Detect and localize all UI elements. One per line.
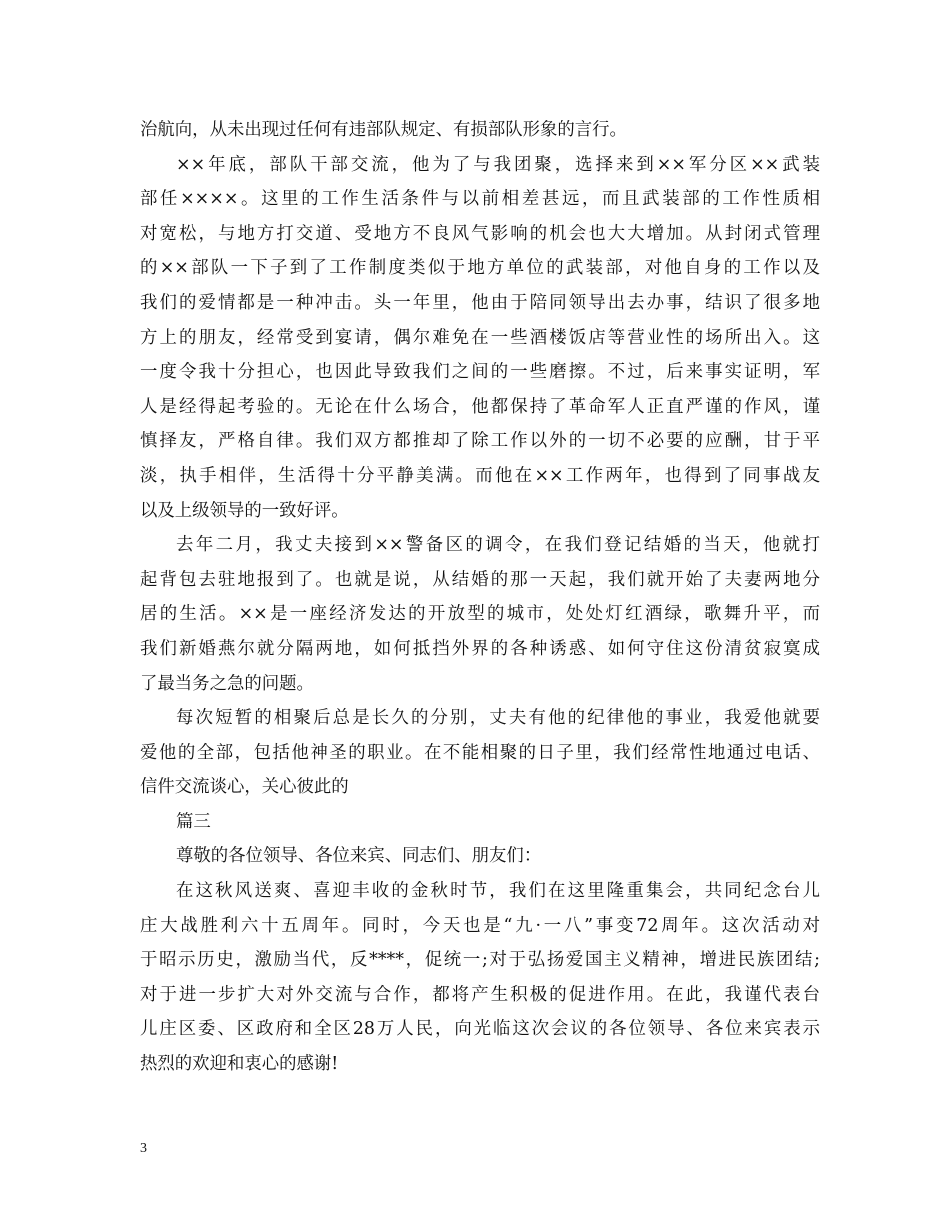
text-line: 对宽松，与地方打交道、受地方不良风气影响的机会也大大增加。从封闭式管理 bbox=[140, 223, 820, 244]
text-line: 于昭示历史，激励当代，反****，促统一;对于弘扬爱国主义精神，增进民族团结; bbox=[140, 950, 820, 971]
page-number: 3 bbox=[140, 1141, 147, 1156]
text-line: 部任××××。这里的工作生活条件与以前相差甚远，而且武装部的工作性质相 bbox=[140, 189, 820, 210]
text-line: 篇三 bbox=[176, 811, 211, 832]
body-text bbox=[140, 113, 820, 1082]
text-line: 了最当务之急的问题。 bbox=[140, 673, 314, 694]
text-line: 治航向，从未出现过任何有违部队规定、有损部队形象的言行。 bbox=[140, 120, 627, 140]
text-line: 庄大战胜利六十五周年。同时，今天也是“九·一八”事变72周年。这次活动对 bbox=[140, 915, 820, 936]
text-line: 信件交流谈心，关心彼此的 bbox=[140, 777, 349, 798]
text-line: 慎择友，严格自律。我们双方都推却了除工作以外的一切不必要的应酬，甘于平 bbox=[140, 431, 820, 452]
text-line: 我们新婚燕尔就分隔两地，如何抵挡外界的各种诱惑、如何守住这份清贫寂寞成 bbox=[140, 638, 820, 659]
text-line: 起背包去驻地报到了。也就是说，从结婚的那一天起，我们就开始了夫妻两地分 bbox=[140, 569, 820, 590]
text-line: 热烈的欢迎和衷心的感谢! bbox=[140, 1054, 339, 1075]
text-line: 尊敬的各位领导、各位来宾、同志们、朋友们： bbox=[176, 846, 542, 867]
text-line: 我们的爱情都是一种冲击。头一年里，他由于陪同领导出去办事，结识了很多地 bbox=[140, 292, 820, 313]
text-line: 淡，执手相伴，生活得十分平静美满。而他在××工作两年，也得到了同事战友 bbox=[140, 465, 820, 486]
text-line: 在这秋风送爽、喜迎丰收的金秋时节，我们在这里隆重集会，共同纪念台儿 bbox=[176, 881, 820, 902]
text-line: 一度令我十分担心，也因此导致我们之间的一些磨擦。不过，后来事实证明，军 bbox=[140, 362, 820, 383]
text-line: 儿庄区委、区政府和全区28万人民，向光临这次会议的各位领导、各位来宾表示 bbox=[140, 1019, 820, 1040]
text-line: 爱他的全部，包括他神圣的职业。在不能相聚的日子里，我们经常性地通过电话、 bbox=[140, 742, 820, 763]
text-line: 居的生活。××是一座经济发达的开放型的城市，处处灯红酒绿，歌舞升平，而 bbox=[140, 604, 820, 625]
text-line: 以及上级领导的一致好评。 bbox=[140, 500, 349, 521]
text-line: 每次短暂的相聚后总是长久的分别，丈夫有他的纪律他的事业，我爱他就要 bbox=[176, 708, 820, 729]
text-line: 的××部队一下子到了工作制度类似于地方单位的武装部，对他自身的工作以及 bbox=[140, 258, 820, 279]
text-line: 去年二月，我丈夫接到××警备区的调令，在我们登记结婚的当天，他就打 bbox=[176, 535, 820, 556]
text-line: 人是经得起考验的。无论在什么场合，他都保持了革命军人正直严谨的作风，谨 bbox=[140, 396, 820, 417]
text-line: 对于进一步扩大对外交流与合作，都将产生积极的促进作用。在此，我谨代表台 bbox=[140, 984, 820, 1005]
text-line: ××年底，部队干部交流，他为了与我团聚，选择来到××军分区××武装 bbox=[176, 154, 820, 175]
text-line: 方上的朋友，经常受到宴请，偶尔难免在一些酒楼饭店等营业性的场所出入。这 bbox=[140, 327, 820, 348]
